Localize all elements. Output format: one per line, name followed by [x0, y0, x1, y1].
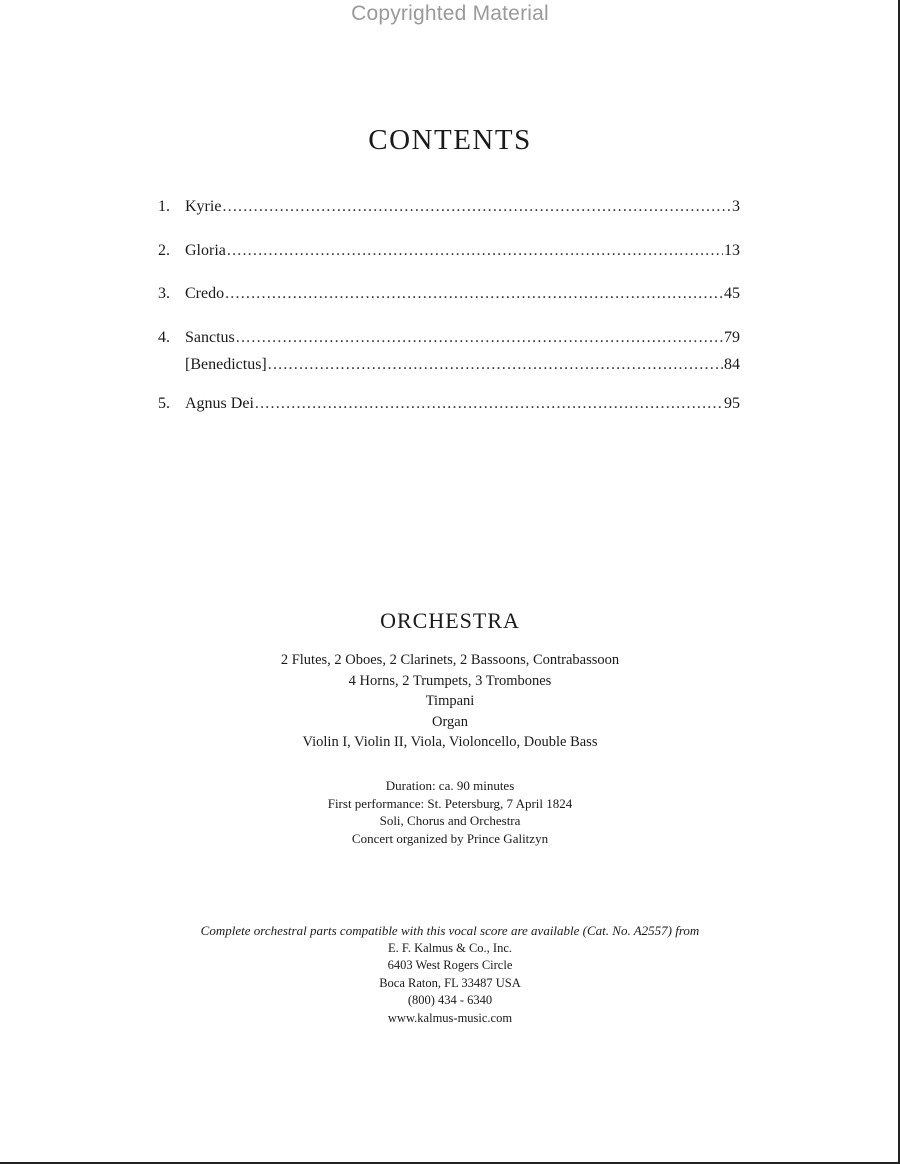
instrumentation-line: Violin I, Violin II, Viola, Violoncello, Double Bass: [302, 734, 598, 750]
toc-entry-page: 13: [724, 242, 740, 259]
toc-leader-dots: [222, 198, 731, 216]
toc-entry-title: Kyrie: [185, 198, 222, 215]
copyright-watermark: Copyrighted Material: [351, 2, 549, 25]
performance-info: [0, 777, 900, 847]
forces-text: Soli, Chorus and Orchestra: [379, 813, 521, 828]
publisher-city: Boca Raton, FL 33487 USA: [379, 975, 521, 990]
instrumentation-line: Timpani: [425, 693, 475, 709]
toc-entry-title: Credo: [185, 285, 225, 302]
toc-entry-number: 1.: [158, 198, 170, 215]
instrumentation-list: [0, 650, 900, 753]
toc-entry-page: 79: [724, 329, 740, 346]
instrumentation-line: Organ: [432, 713, 468, 730]
publisher-website-link[interactable]: www.kalmus-music.com: [387, 1010, 513, 1025]
toc-entry-credo[interactable]: [158, 285, 740, 309]
first-performance-text: First performance: St. Petersburg, 7 April 1824: [327, 795, 573, 811]
instrumentation-line: 4 Horns, 2 Trumpets, 3 Trombones: [348, 672, 552, 689]
toc-leader-dots: [225, 285, 723, 303]
toc-leader-dots: [268, 356, 723, 374]
toc-entry-page: 45: [724, 285, 740, 302]
toc-leader-dots: [255, 395, 723, 413]
publisher-name: E. F. Kalmus & Co., Inc.: [388, 940, 512, 955]
toc-entry-kyrie[interactable]: [158, 198, 740, 222]
toc-entry-number: 4.: [158, 329, 170, 346]
toc-leader-dots: [236, 329, 723, 347]
toc-entry-title: [Benedictus]: [185, 356, 267, 373]
toc-entry-page: 3: [732, 198, 740, 215]
toc-entry-agnus-dei[interactable]: [158, 395, 740, 419]
toc-entry-title: Agnus Dei: [185, 395, 254, 412]
publisher-street: 6403 West Rogers Circle: [387, 958, 513, 972]
toc-entry-sanctus[interactable]: [158, 329, 740, 353]
toc-entry-number: 2.: [158, 242, 170, 259]
orchestra-heading: ORCHESTRA: [380, 608, 520, 633]
toc-entry-number: 3.: [158, 285, 170, 302]
toc-entry-title: Gloria: [185, 242, 226, 259]
toc-entry-page: 95: [724, 395, 740, 412]
duration-text: Duration: ca. 90 minutes: [385, 778, 515, 793]
toc-entry-benedictus[interactable]: [158, 356, 740, 380]
instrumentation-line: 2 Flutes, 2 Oboes, 2 Clarinets, 2 Bassoons, Contrabassoon: [280, 652, 620, 668]
toc-entry-number: 5.: [158, 395, 170, 412]
toc-entry-gloria[interactable]: [158, 242, 740, 266]
toc-leader-dots: [227, 242, 723, 260]
toc-entry-page: 84: [724, 356, 740, 373]
publisher-phone: (800) 434 - 6340: [407, 993, 493, 1007]
contents-heading: CONTENTS: [368, 124, 532, 156]
publisher-info: [0, 922, 900, 1027]
toc-entry-title: Sanctus: [185, 329, 235, 346]
concert-organizer-text: Concert organized by Prince Galitzyn: [351, 830, 549, 846]
parts-availability-notice: Complete orchestral parts compatible with this vocal score are available (Cat. No. A2557) from: [200, 923, 700, 938]
